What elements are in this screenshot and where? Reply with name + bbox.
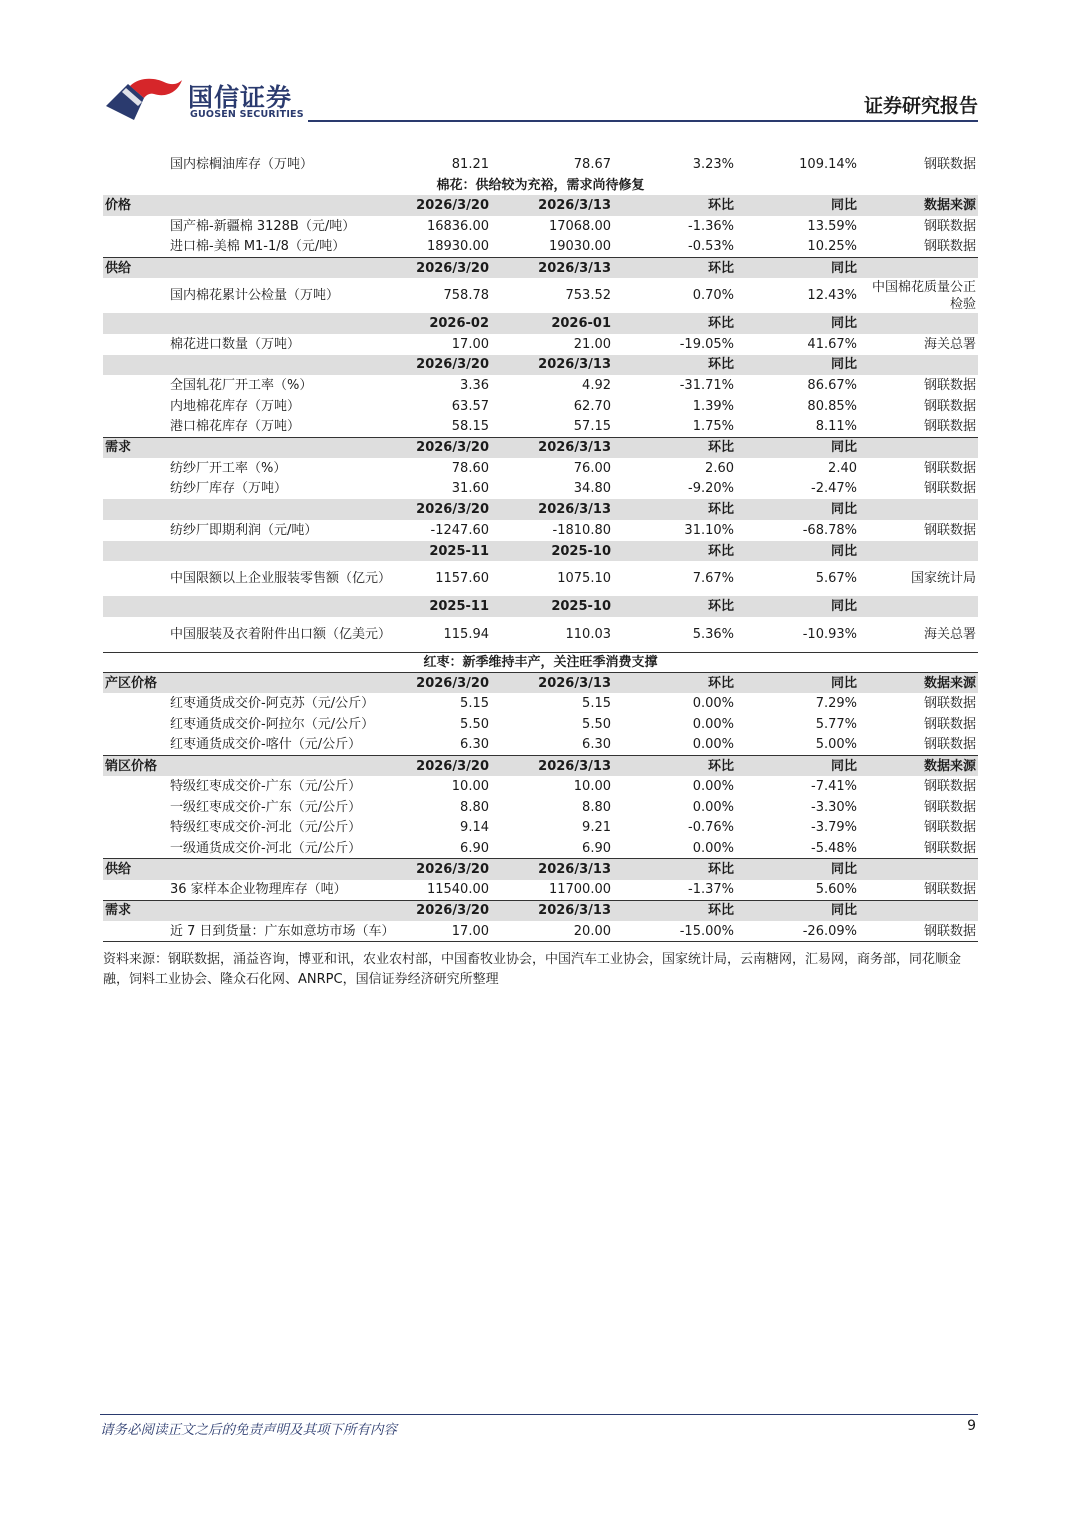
table-header-row [103,673,978,694]
previous-value-cell: 2026/3/13 [491,355,613,376]
current-value-cell: 2026/3/20 [393,756,491,777]
table-row [103,237,978,258]
mom-cell: 7.67% [692,571,734,587]
previous-value-cell: 11700.00 [548,882,611,898]
table-header-row [103,900,978,921]
current-value-cell: 9.14 [460,820,489,836]
yoy-cell: 同比 [736,499,859,520]
current-value-cell: 11540.00 [426,882,489,898]
previous-value-cell: 2025-10 [491,596,613,617]
previous-value-cell: 2026-01 [491,313,613,334]
current-value-cell: -1247.60 [430,522,489,538]
source-cell [859,313,978,334]
category-cell [103,278,168,313]
source-cell: 钢联数据 [923,218,976,234]
yoy-cell: -3.30% [811,799,857,815]
previous-value-cell: 753.52 [565,288,611,304]
mom-cell: 0.00% [692,737,734,753]
mom-cell: 5.36% [692,626,734,642]
current-value-cell: 31.60 [451,481,489,497]
category-cell [103,921,168,942]
current-value-cell: 2026/3/20 [393,355,491,376]
yoy-cell: -5.48% [811,840,857,856]
previous-value-cell: 110.03 [565,626,611,642]
yoy-cell: 109.14% [799,156,857,172]
yoy-cell: 86.67% [807,378,857,394]
yoy-cell: 同比 [736,900,859,921]
section-title: 棉花：供给较为充裕，需求尚待修复 [103,175,978,196]
current-value-cell: 2026/3/20 [393,900,491,921]
current-value-cell: 2026/3/20 [393,673,491,694]
previous-value-cell: 17068.00 [548,218,611,234]
current-value-cell: 6.90 [460,840,489,856]
source-cell: 钢联数据 [923,156,976,172]
previous-value-cell: 8.80 [582,799,611,815]
source-cell: 钢联数据 [923,239,976,255]
previous-value-cell: 2026/3/13 [491,257,613,278]
yoy-cell: -10.93% [802,626,857,642]
category-cell [103,693,168,714]
table-header-row [103,756,978,777]
indicator-cell: 36 家样本企业物理库存（吨） [170,882,347,898]
indicator-cell: 红枣通货成交价-阿拉尔（元/公斤） [170,716,375,732]
mom-cell: -1.37% [688,882,734,898]
mom-cell: 0.00% [692,840,734,856]
indicator-cell [168,355,393,376]
yoy-cell: 同比 [736,596,859,617]
table-header-row [103,257,978,278]
mom-cell: 环比 [613,673,736,694]
previous-value-cell: 2026/3/13 [491,499,613,520]
indicator-cell [168,195,393,216]
mom-cell: 环比 [613,355,736,376]
previous-value-cell: 34.80 [573,481,611,497]
category-cell [103,417,168,438]
guosen-logo [104,74,304,126]
table-row [103,921,978,942]
indicator-cell: 全国轧花厂开工率（%） [170,378,313,394]
previous-value-cell: 9.21 [582,820,611,836]
current-value-cell: 2025-11 [393,596,491,617]
table-header-row [103,437,978,458]
source-cell [859,900,978,921]
source-cell: 数据来源 [859,673,978,694]
current-value-cell: 2026/3/20 [393,257,491,278]
source-cell: 钢联数据 [923,378,976,394]
mom-cell: 0.00% [692,799,734,815]
yoy-cell: 同比 [736,437,859,458]
current-value-cell: 2026/3/20 [393,859,491,880]
source-cell: 钢联数据 [923,737,976,753]
previous-value-cell: -1810.80 [552,522,611,538]
mom-cell: 1.39% [692,398,734,414]
table-row [103,417,978,438]
category-cell [103,818,168,839]
table-row [103,216,978,237]
indicator-cell: 红枣通货成交价-喀什（元/公斤） [170,737,362,753]
table-row [103,396,978,417]
table-row [103,735,978,756]
current-value-cell: 78.60 [451,460,489,476]
current-value-cell: 17.00 [451,336,489,352]
source-cell: 钢联数据 [923,481,976,497]
mom-cell: -0.76% [688,820,734,836]
previous-value-cell: 2026/3/13 [491,756,613,777]
table-row [103,776,978,797]
yoy-cell: 5.60% [815,882,857,898]
mom-cell: 0.00% [692,696,734,712]
current-value-cell: 58.15 [451,419,489,435]
source-cell: 国家统计局 [910,571,976,587]
table-row [103,561,978,596]
mom-cell: 0.00% [692,779,734,795]
section-title: 红枣：新季维持丰产，关注旺季消费支撑 [103,652,978,673]
current-value-cell: 2026/3/20 [393,437,491,458]
yoy-cell: 同比 [736,756,859,777]
current-value-cell: 5.15 [460,696,489,712]
category-cell: 需求 [103,437,168,458]
current-value-cell: 8.80 [460,799,489,815]
indicator-cell [168,313,393,334]
source-cell [859,437,978,458]
category-cell [103,520,168,541]
previous-value-cell: 2026/3/13 [491,673,613,694]
previous-value-cell: 2026/3/13 [491,195,613,216]
table-row [103,520,978,541]
mom-cell: -19.05% [679,336,734,352]
category-cell: 需求 [103,900,168,921]
current-value-cell: 5.50 [460,716,489,732]
category-cell [103,396,168,417]
table-row [103,617,978,652]
source-cell: 数据来源 [859,756,978,777]
current-value-cell: 81.21 [451,156,489,172]
yoy-cell: 41.67% [807,336,857,352]
category-cell [103,355,168,376]
mom-cell: 环比 [613,900,736,921]
current-value-cell: 10.00 [451,779,489,795]
yoy-cell: -68.78% [802,522,857,538]
table-row [103,334,978,355]
indicator-cell [168,499,393,520]
yoy-cell: 同比 [736,541,859,562]
table-row [103,797,978,818]
current-value-cell: 758.78 [443,288,489,304]
mom-cell: 环比 [613,596,736,617]
yoy-cell: -3.79% [811,820,857,836]
table-header-row [103,859,978,880]
table-row [103,818,978,839]
table-row [103,838,978,859]
indicator-cell: 港口棉花库存（万吨） [170,419,301,435]
previous-value-cell: 57.15 [573,419,611,435]
yoy-cell: 同比 [736,257,859,278]
yoy-cell: 5.77% [815,716,857,732]
mom-cell: -15.00% [613,921,736,942]
yoy-cell: 7.29% [815,696,857,712]
mom-cell: 环比 [613,859,736,880]
category-cell [103,714,168,735]
current-value-cell: 2026/3/20 [393,195,491,216]
mom-cell: 31.10% [684,522,734,538]
yoy-cell: 10.25% [807,239,857,255]
category-cell [103,561,168,596]
yoy-cell: 8.11% [815,419,857,435]
table-row [103,479,978,500]
source-cell [859,859,978,880]
logo-en-text: GUOSEN SECURITIES [190,109,304,120]
footer-divider [100,1414,978,1415]
source-cell: 钢联数据 [923,820,976,836]
indicator-cell: 纺纱厂开工率（%） [170,460,287,476]
table-header-row [103,355,978,376]
mom-cell: 环比 [613,541,736,562]
previous-value-cell: 20.00 [491,921,613,942]
indicator-cell: 纺纱厂即期利润（元/吨） [170,522,318,538]
page-number: 9 [967,1418,976,1434]
current-value-cell: 63.57 [451,398,489,414]
category-cell [103,237,168,258]
previous-value-cell: 19030.00 [548,239,611,255]
source-cell: 钢联数据 [923,398,976,414]
table-row [103,458,978,479]
current-value-cell: 2025-11 [393,541,491,562]
source-cell: 钢联数据 [923,779,976,795]
mom-cell: 1.75% [692,419,734,435]
table-header-row [103,195,978,216]
source-cell: 钢联数据 [923,882,976,898]
mom-cell: 0.00% [692,716,734,732]
mom-cell: 环比 [613,257,736,278]
indicator-cell: 一级红枣成交价-广东（元/公斤） [170,799,362,815]
table-row [103,278,978,313]
current-value-cell: 115.94 [443,626,489,642]
source-cell: 钢联数据 [923,716,976,732]
category-cell [103,313,168,334]
mom-cell: 环比 [613,437,736,458]
disclaimer-text: 请务必阅读正文之后的免责声明及其项下所有内容 [100,1422,397,1438]
previous-value-cell: 2026/3/13 [491,900,613,921]
page-header [0,0,1080,130]
indicator-cell [168,596,393,617]
category-cell [103,797,168,818]
yoy-cell: 同比 [736,355,859,376]
yoy-cell: 80.85% [807,398,857,414]
indicator-cell [168,673,393,694]
source-cell: 数据来源 [859,195,978,216]
source-cell: 海关总署 [923,336,976,352]
yoy-cell: 13.59% [807,218,857,234]
previous-value-cell: 10.00 [573,779,611,795]
yoy-cell: 同比 [736,195,859,216]
table-row [103,714,978,735]
category-cell [103,458,168,479]
yoy-cell: 2.40 [828,460,857,476]
mom-cell: 环比 [613,756,736,777]
logo-cn-text: 国信证券 [188,83,293,112]
category-cell [103,838,168,859]
previous-value-cell: 76.00 [573,460,611,476]
indicator-cell [168,257,393,278]
category-cell [103,499,168,520]
category-cell [103,541,168,562]
indicator-cell [168,541,393,562]
mom-cell: 环比 [613,313,736,334]
mom-cell: 环比 [613,499,736,520]
indicator-cell [168,756,393,777]
yoy-cell: 5.67% [815,571,857,587]
previous-value-cell: 6.90 [582,840,611,856]
report-type-title: 证券研究报告 [863,95,978,117]
mom-cell: 0.70% [692,288,734,304]
current-value-cell: 18930.00 [426,239,489,255]
table-header-row [103,541,978,562]
source-cell: 钢联数据 [923,799,976,815]
category-cell [103,776,168,797]
indicator-cell: 国产棉-新疆棉 3128B（元/吨） [170,218,356,234]
indicator-cell: 国内棉花累计公检量（万吨） [170,288,340,304]
current-value-cell: 6.30 [460,737,489,753]
logo-mark-icon [104,76,184,122]
mom-cell: 3.23% [692,156,734,172]
table-row [103,880,978,901]
source-cell: 海关总署 [923,626,976,642]
category-cell [103,216,168,237]
source-cell: 钢联数据 [859,921,978,942]
indicator-cell: 近 7 日到货量：广东如意坊市场（车） [168,921,393,942]
previous-value-cell: 78.67 [573,156,611,172]
source-cell: 中国棉花质量公正检验 [871,279,976,312]
indicator-cell [168,900,393,921]
previous-value-cell: 2026/3/13 [491,859,613,880]
category-cell: 供给 [103,257,168,278]
section-title-row [103,175,978,196]
indicator-cell: 中国限额以上企业服装零售额（亿元） [170,571,392,587]
yoy-cell: -7.41% [811,779,857,795]
mom-cell: -9.20% [688,481,734,497]
source-cell [859,499,978,520]
current-value-cell: 16836.00 [426,218,489,234]
category-cell [103,154,168,175]
previous-value-cell: 21.00 [573,336,611,352]
source-cell: 钢联数据 [923,522,976,538]
indicator-cell: 中国服装及衣着附件出口额（亿美元） [170,626,392,642]
mom-cell: -31.71% [679,378,734,394]
indicator-cell: 红枣通货成交价-阿克苏（元/公斤） [170,696,375,712]
previous-value-cell: 2026/3/13 [491,437,613,458]
yoy-cell: -2.47% [811,481,857,497]
source-cell [859,257,978,278]
previous-value-cell: 62.70 [573,398,611,414]
indicator-cell: 特级红枣成交价-广东（元/公斤） [170,779,362,795]
source-note: 资料来源：钢联数据，涌益咨询，博亚和讯，农业农村部，中国畜牧业协会，中国汽车工业协会，国家统计局，云南糖网，汇易网，商务部，同花顺金融，饲料工业协会、隆众石化网、ANRPC，国信证券经济研究所整理 [103,952,962,987]
current-value-cell: 2026/3/20 [393,499,491,520]
header-divider [308,120,978,122]
indicator-cell: 特级红枣成交价-河北（元/公斤） [170,820,362,836]
current-value-cell: 17.00 [393,921,491,942]
table-header-row [103,499,978,520]
commodity-data-table [103,154,978,942]
previous-value-cell: 2025-10 [491,541,613,562]
previous-value-cell: 6.30 [582,737,611,753]
indicator-cell: 纺纱厂库存（万吨） [170,481,288,497]
category-cell [103,880,168,901]
table-row [103,154,978,175]
category-cell: 产区价格 [103,673,168,694]
indicator-cell: 棉花进口数量（万吨） [170,336,301,352]
source-cell [859,355,978,376]
source-cell: 钢联数据 [923,840,976,856]
mom-cell: -1.36% [688,218,734,234]
category-cell: 销区价格 [103,756,168,777]
section-title-row [103,652,978,673]
previous-value-cell: 5.50 [582,716,611,732]
category-cell: 供给 [103,859,168,880]
yoy-cell: 同比 [736,313,859,334]
indicator-cell [168,859,393,880]
yoy-cell: 同比 [736,673,859,694]
category-cell [103,596,168,617]
indicator-cell: 内地棉花库存（万吨） [170,398,301,414]
indicator-cell: 国内棕榈油库存（万吨） [170,156,314,172]
source-cell [859,596,978,617]
source-cell [859,541,978,562]
indicator-cell [168,437,393,458]
current-value-cell: 3.36 [460,378,489,394]
table-row [103,375,978,396]
indicator-cell: 一级通货成交价-河北（元/公斤） [170,840,362,856]
yoy-cell: 同比 [736,859,859,880]
mom-cell: 环比 [613,195,736,216]
current-value-cell: 1157.60 [435,571,489,587]
source-cell: 钢联数据 [923,419,976,435]
category-cell: 价格 [103,195,168,216]
previous-value-cell: 1075.10 [557,571,611,587]
source-cell: 钢联数据 [923,460,976,476]
previous-value-cell: 4.92 [582,378,611,394]
category-cell [103,375,168,396]
category-cell [103,617,168,652]
table-header-row [103,596,978,617]
table-header-row [103,313,978,334]
category-cell [103,735,168,756]
yoy-cell: 5.00% [815,737,857,753]
category-cell [103,334,168,355]
indicator-cell: 进口棉-美棉 M1-1/8（元/吨） [170,239,346,255]
category-cell [103,479,168,500]
yoy-cell: -26.09% [736,921,859,942]
source-cell: 钢联数据 [923,696,976,712]
yoy-cell: 12.43% [807,288,857,304]
table-row [103,693,978,714]
mom-cell: -0.53% [688,239,734,255]
previous-value-cell: 5.15 [582,696,611,712]
current-value-cell: 2026-02 [393,313,491,334]
mom-cell: 2.60 [705,460,734,476]
